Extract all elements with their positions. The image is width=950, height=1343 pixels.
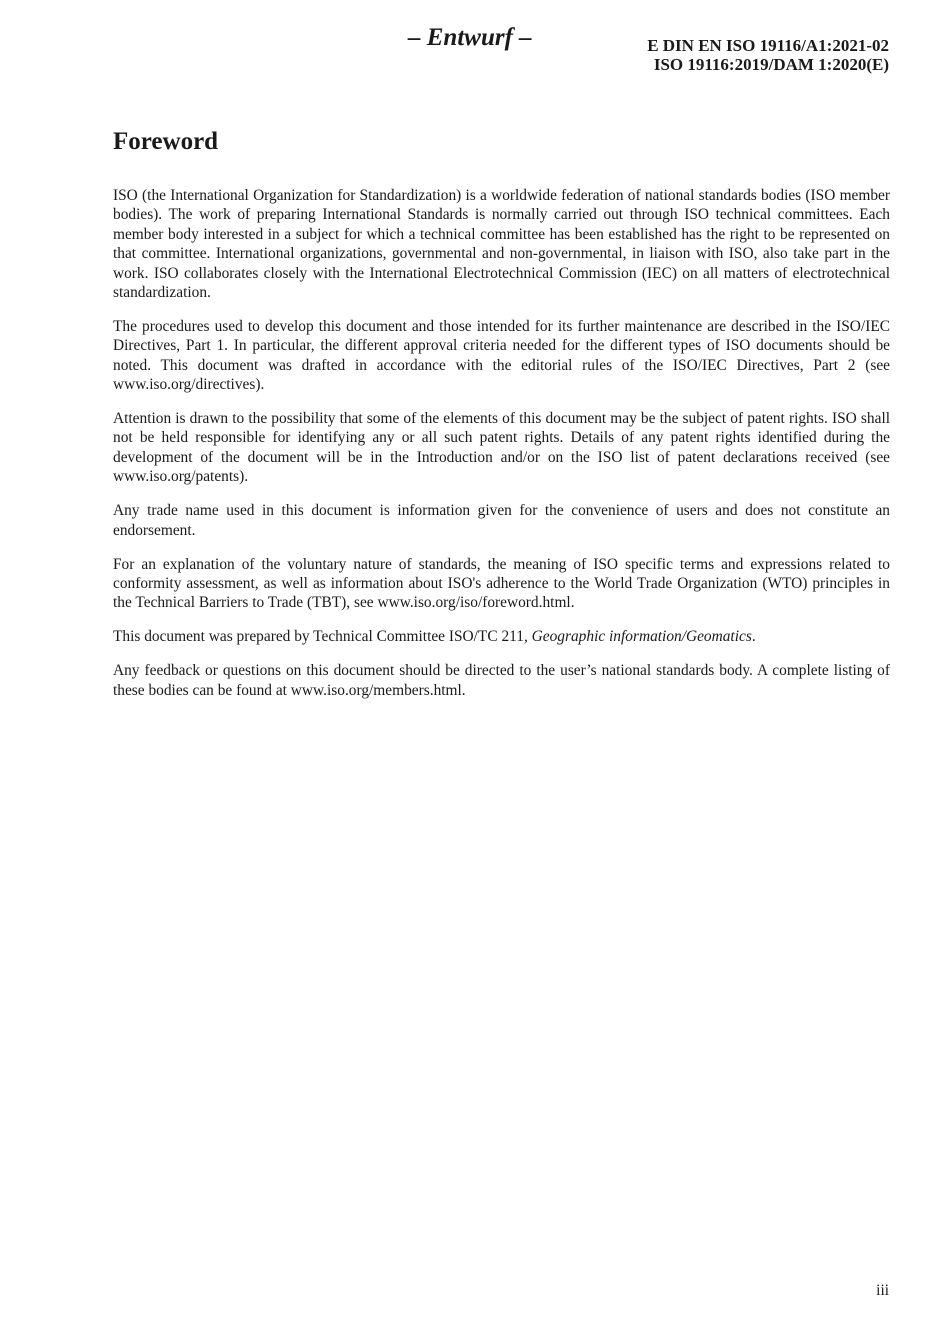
paragraph-patent-rights: Attention is drawn to the possibility that some of the elements of this document may be the subject of patent rights. ISO shall not be held responsible for identifying any or all such patent rights. Details of any patent rights identified during the development of the document will be in the Introduction and/or on the ISO list of patent declarations received (see www.iso.org/patents). xyxy=(113,410,890,486)
paragraph-iso-overview: ISO (the International Organization for Standardization) is a worldwide federation of national standards bodies (ISO member bodies). The work of preparing International Standards is normally carried out through ISO technical committees. Each member body interested in a subject for which a technical committee has been established has the right to be represented on that committee. International organizations, governmental and non-governmental, in liaison with ISO, also take part in the work. ISO collaborates closely with the International Electrotechnical Commission (IEC) on all matters of electrotechnical standardization. xyxy=(113,187,890,302)
section-heading: Foreword xyxy=(113,128,219,155)
paragraph-voluntary-nature: For an explanation of the voluntary nature of standards, the meaning of ISO specific terms and expressions related to conformity assessment, as well as information about ISO's adherence to the World Trade Organization (WTO) principles in the Technical Barriers to Trade (TBT), see www.iso.org/iso/foreword.html. xyxy=(113,555,890,612)
iso-document-number: ISO 19116:2019/DAM 1:2020(E) xyxy=(653,55,889,74)
document-identifier xyxy=(647,36,889,74)
foreword-body xyxy=(113,186,890,714)
committee-title: Geographic information/Geomatics xyxy=(531,628,752,646)
paragraph-procedures: The procedures used to develop this document and those intended for its further maintenance are described in the ISO/IEC Directives, Part 1. In particular, the different approval criteria needed for the different types of ISO documents should be noted. This document was drafted in accordance with the editorial rules of the ISO/IEC Directives, Part 2 (see www.iso.org/directives). xyxy=(113,317,890,394)
committee-period: . xyxy=(751,628,756,646)
draft-watermark: – Entwurf – xyxy=(408,24,532,51)
paragraph-feedback: Any feedback or questions on this document should be directed to the user’s national standards body. A complete listing of these bodies can be found at www.iso.org/members.html. xyxy=(113,662,890,699)
paragraph-committee xyxy=(113,627,890,646)
page-number: iii xyxy=(876,1282,889,1299)
committee-text: This document was prepared by Technical Committee ISO/TC 211, xyxy=(113,628,532,646)
paragraph-trade-names: Any trade name used in this document is information given for the convenience of users and does not constitute an endorsement. xyxy=(113,502,890,539)
din-document-number: E DIN EN ISO 19116/A1:2021-02 xyxy=(647,36,889,55)
